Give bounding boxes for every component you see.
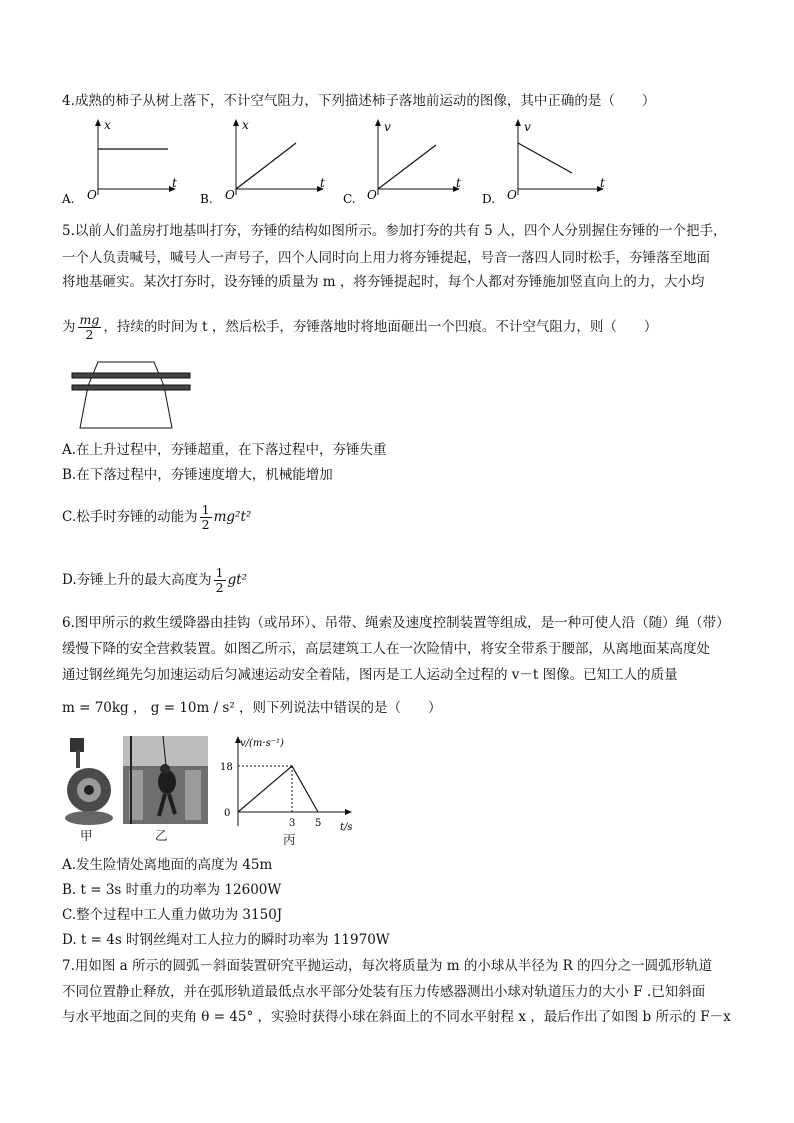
- q4-d-curve: [518, 143, 572, 173]
- q6-option-a: A.发生险情处离地面的高度为 45m: [62, 857, 273, 873]
- q6-line4: m = 70kg ， g = 10m / s² ，则下列说法中错误的是（ ）: [62, 700, 442, 716]
- q6-option-d: D. t = 4s 时钢丝绳对工人拉力的瞬时功率为 11970W: [62, 932, 390, 948]
- q6-option-b: B. t = 3s 时重力的功率为 12600W: [62, 882, 282, 898]
- q4-b-curve: [236, 143, 296, 189]
- q4-graph-a: [61, 118, 177, 206]
- svg-text:v: v: [524, 120, 531, 134]
- vt-origin: 0: [224, 808, 231, 819]
- q4-d-letter: D.: [482, 192, 496, 206]
- q6-line3: 通过钢丝绳先匀加速运动后匀减速运动安全着陆，图丙是工人运动全过程的 v－t 图像。已知工人的质量: [62, 667, 678, 683]
- vt-peak-t: 3: [289, 818, 296, 829]
- svg-text:t: t: [600, 176, 605, 190]
- q5-line3: 将地基砸实。某次打夯时，设夯锤的质量为 m ，将夯锤提起时，每个人都对夯锤施加竖直向上的力，大小均: [62, 274, 705, 290]
- svg-text:O: O: [87, 188, 97, 202]
- fig-label-yi: 乙: [155, 828, 168, 843]
- q6-option-c: C.整个过程中工人重力做功为 3150J: [62, 907, 283, 923]
- q5-line4: 为 $\frac{mg}{2}$ ，持续的时间为 t ，然后松手，夯锤落地时将地面砸出一个凹痕。不计空气阻力，则（ ）: [62, 312, 658, 342]
- vt-curve: [238, 766, 318, 812]
- vt-peak-v: 18: [220, 762, 233, 773]
- fig-label-jia: 甲: [80, 828, 93, 843]
- svg-text:t: t: [320, 176, 325, 190]
- q7-line3: 与水平地面之间的夹角 θ = 45° ，实验时获得小球在斜面上的不同水平射程 x ，最后作出了如图 b 所示的 F－x: [62, 1009, 731, 1025]
- rammer-figure: [68, 356, 198, 432]
- svg-text:O: O: [507, 188, 517, 202]
- q6-line1: 6.图甲所示的救生缓降器由挂钩（或吊环）、吊带、绳索及速度控制装置等组成，是一种可使人沿（随）绳（带）: [62, 615, 730, 631]
- worker-photo: [123, 736, 208, 824]
- q4-graph-b: [200, 118, 325, 206]
- svg-text:t: t: [456, 176, 461, 190]
- q4-b-letter: B.: [200, 192, 213, 206]
- vt-graph: [214, 734, 364, 844]
- svg-text:v: v: [384, 120, 391, 134]
- fig-label-bing: 丙: [283, 832, 296, 847]
- svg-text:O: O: [367, 188, 377, 202]
- svg-text:O: O: [225, 188, 235, 202]
- q5-option-b: B.在下落过程中，夯锤速度增大，机械能增加: [62, 467, 333, 483]
- vt-ylabel: v/(m·s⁻¹): [240, 738, 284, 749]
- svg-text:x: x: [104, 118, 111, 132]
- vt-end-t: 5: [315, 818, 322, 829]
- q4-graph-d: [482, 119, 605, 206]
- q5-option-c: C.松手时夯锤的动能为 $\frac{1}{2}$ mg²t²: [62, 502, 252, 532]
- q5-line2: 一个人负责喊号，喊号人一声号子，四个人同时向上用力将夯锤提起，号音一落四人同时松手，夯锤落至地面: [62, 250, 710, 266]
- q6-line2: 缓慢下降的安全营救装置。如图乙所示，高层建筑工人在一次险情中，将安全带系于腰部，从离地面某高度处: [62, 641, 710, 657]
- svg-text:t: t: [172, 176, 177, 190]
- svg-text:x: x: [242, 118, 249, 132]
- q5-option-d: D.夯锤上升的最大高度为 $\frac{1}{2}$ gt²: [62, 565, 248, 595]
- q5-option-a: A.在上升过程中，夯锤超重，在下落过程中，夯锤失重: [62, 442, 387, 458]
- q4-stem: 4.成熟的柿子从树上落下，不计空气阻力，下列描述柿子落地前运动的图像，其中正确的是（ ）: [62, 93, 656, 109]
- q4-c-curve: [378, 145, 436, 189]
- q4-c-letter: C.: [343, 192, 356, 206]
- q4-graphs: [60, 115, 620, 210]
- q5-fraction: $\frac{mg}{2}$: [79, 312, 100, 342]
- vt-xlabel: t/s: [340, 822, 353, 833]
- q7-line1: 7.用如图 a 所示的圆弧－斜面装置研究平抛运动，每次将质量为 m 的小球从半径为 R 的四分之一圆弧形轨道: [62, 958, 713, 974]
- q4-graph-c: [343, 119, 461, 206]
- q5-line1: 5.以前人们盖房打地基叫打夯，夯锤的结构如图所示。参加打夯的共有 5 人，四个人分别握住夯锤的一个把手，: [62, 223, 727, 239]
- q4-a-letter: A.: [62, 192, 75, 206]
- descender-device-photo: [62, 736, 116, 832]
- q7-line2: 不同位置静止释放，并在弧形轨道最低点水平部分处装有压力传感器测出小球对轨道压力的大小 F .已知斜面: [62, 984, 706, 1000]
